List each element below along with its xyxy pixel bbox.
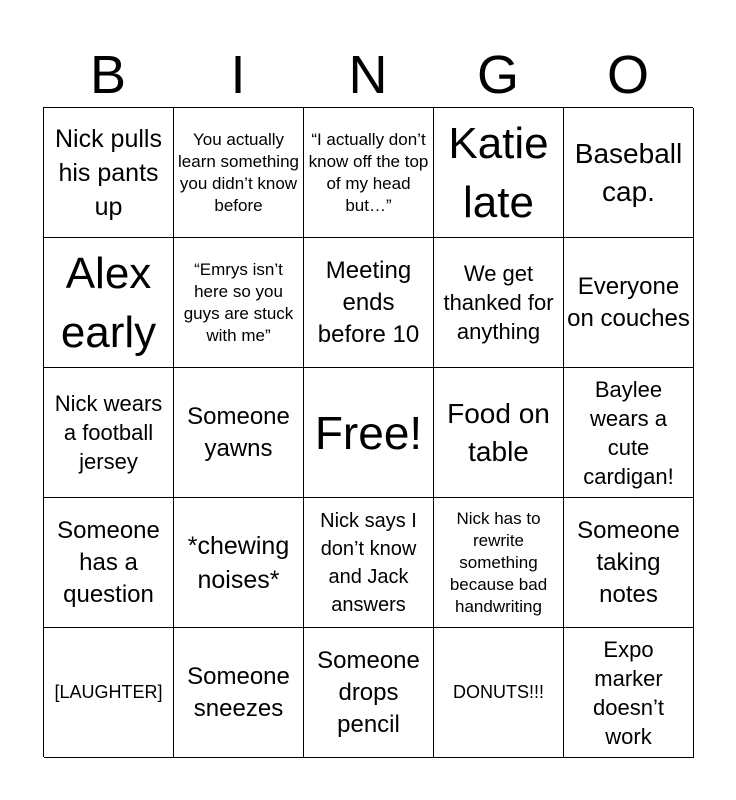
bingo-cell[interactable] <box>44 108 174 238</box>
cell-text: Baylee wears a cute cardigan! <box>583 376 674 489</box>
header-letter-b: B <box>89 45 127 105</box>
bingo-cell[interactable] <box>304 238 434 368</box>
bingo-board <box>43 107 693 757</box>
bingo-cell[interactable] <box>174 498 304 628</box>
cell-text: Someone yawns <box>187 402 290 462</box>
cell-text: Someone sneezes <box>187 662 290 722</box>
bingo-cell[interactable] <box>304 108 434 238</box>
bingo-cell[interactable] <box>304 498 434 628</box>
cell-text: We get thanked for anything <box>443 261 554 344</box>
cell-text: *chewing noises* <box>187 531 290 594</box>
bingo-cell[interactable] <box>44 238 174 368</box>
bingo-cell[interactable] <box>174 108 304 238</box>
bingo-header <box>43 46 693 104</box>
cell-text: Nick wears a football jersey <box>54 391 163 474</box>
bingo-cell[interactable] <box>304 628 434 758</box>
cell-text: [LAUGHTER] <box>54 682 163 702</box>
bingo-cell[interactable] <box>44 368 174 498</box>
cell-text: Nick has to rewrite something because bad handwriting <box>449 508 548 616</box>
cell-text: Someone drops pencil <box>317 646 420 738</box>
bingo-cell[interactable] <box>564 238 694 368</box>
cell-text: Free! <box>314 406 423 459</box>
bingo-cell[interactable] <box>434 368 564 498</box>
bingo-cell[interactable] <box>434 628 564 758</box>
header-letter-n: N <box>348 45 388 105</box>
bingo-cell[interactable] <box>44 498 174 628</box>
bingo-cell[interactable] <box>564 498 694 628</box>
header-letter-i: I <box>230 45 246 105</box>
cell-text: DONUTS!!! <box>452 682 544 702</box>
cell-text: “I actually don’t know off the top of my head but…” <box>308 129 429 215</box>
header-letter-g: G <box>476 45 519 105</box>
cell-text: “Emrys isn’t here so you guys are stuck with me” <box>183 259 294 345</box>
cell-text: Nick pulls his pants up <box>55 124 162 221</box>
bingo-cell[interactable] <box>44 628 174 758</box>
cell-text: Everyone on couches <box>567 272 690 332</box>
header-letter-o: O <box>606 45 649 105</box>
cell-text: Someone taking notes <box>577 516 680 608</box>
cell-text: Expo marker doesn’t work <box>593 636 664 749</box>
cell-text: Meeting ends before 10 <box>317 256 420 348</box>
bingo-cell[interactable] <box>174 368 304 498</box>
bingo-cell[interactable] <box>434 498 564 628</box>
bingo-cell[interactable] <box>564 368 694 498</box>
cell-text: Katie late <box>448 118 549 227</box>
bingo-cell[interactable] <box>564 628 694 758</box>
cell-text: Baseball cap. <box>574 137 683 207</box>
cell-text: Food on table <box>447 397 550 467</box>
cell-text: Nick says I don’t know and Jack answers <box>320 509 417 616</box>
bingo-cell[interactable] <box>174 628 304 758</box>
cell-text: Alex early <box>60 248 157 357</box>
bingo-cell[interactable] <box>564 108 694 238</box>
cell-text: You actually learn something you didn’t know before <box>178 129 299 215</box>
cell-text: Someone has a question <box>57 516 160 608</box>
free-space[interactable] <box>304 368 434 498</box>
bingo-cell[interactable] <box>434 238 564 368</box>
bingo-cell[interactable] <box>174 238 304 368</box>
bingo-cell[interactable] <box>434 108 564 238</box>
